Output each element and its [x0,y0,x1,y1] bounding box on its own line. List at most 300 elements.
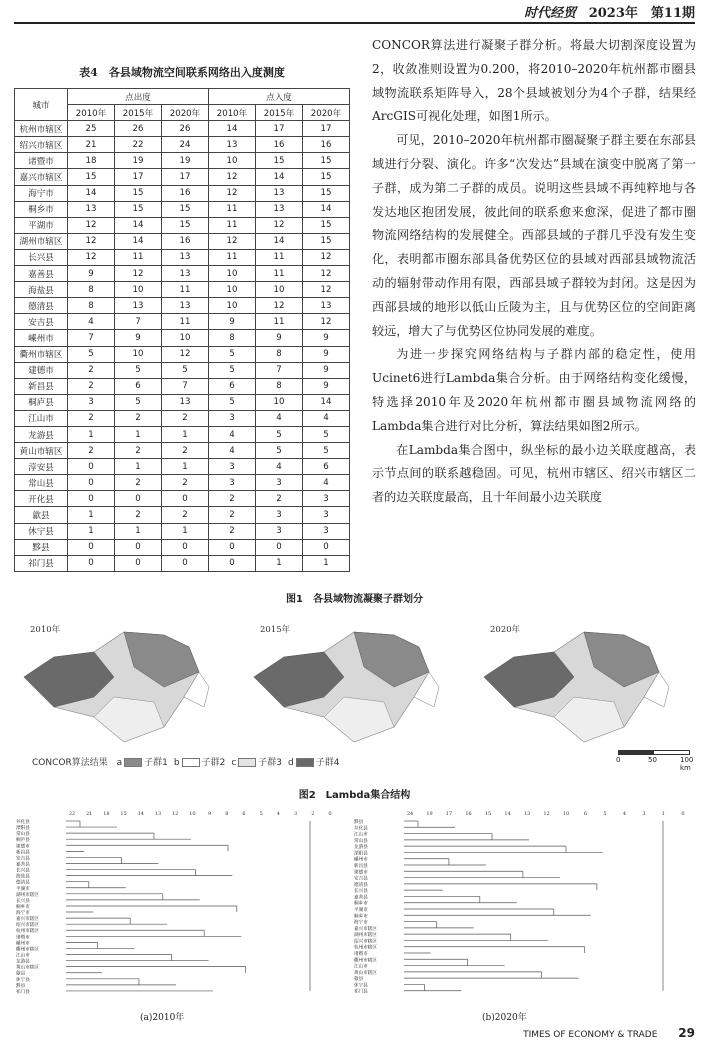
node-label: 常山县 [354,838,368,844]
table-row [15,201,350,217]
header-rule [14,22,695,24]
panel-a-label: (a)2010年 [140,1013,185,1023]
city-cell: 淳安县 [15,459,68,475]
value-cell: 4 [209,443,256,459]
node-label: 溧阳县 [16,826,30,832]
value-cell: 13 [256,185,303,201]
value-cell: 2 [162,443,209,459]
legend-swatch [296,758,314,767]
value-cell: 8 [209,330,256,346]
node-label: 嘉兴市辖区 [354,926,377,932]
value-cell: 8 [68,298,115,314]
table-row [15,346,350,362]
value-cell: 15 [162,217,209,233]
axis-tick-label: 10 [562,811,570,817]
node-label: 安吉县 [354,876,368,882]
value-cell: 14 [68,185,115,201]
value-cell: 9 [68,266,115,282]
value-cell: 3 [303,507,350,523]
value-cell: 11 [209,217,256,233]
page-number: 29 [678,1026,695,1040]
node-label: 新昌县 [16,850,30,856]
value-cell: 10 [115,346,162,362]
table-row [15,507,350,523]
value-cell: 15 [256,153,303,169]
value-cell: 15 [303,185,350,201]
value-cell: 9 [303,378,350,394]
value-cell: 1 [256,555,303,571]
table-row [15,137,350,153]
figure1-legend [32,755,339,768]
value-cell: 26 [162,121,209,137]
table-row [15,249,350,265]
value-cell: 19 [162,153,209,169]
node-label: 桐乡市 [16,904,30,910]
value-cell: 1 [115,523,162,539]
paragraph: CONCOR算法进行凝聚子群分析。将最大切割深度设置为2，收敛准则设置为0.200，将2010–2020年杭州都市圈县域物流联系矩阵导入，28个县域被划分为4个子群，结果经ArcGIS可视化处理，如图1所示。 [372,38,696,124]
value-cell: 12 [209,169,256,185]
table-row [15,475,350,491]
node-label: 衢州市辖区 [16,947,39,953]
node-label: 江山市 [354,964,368,970]
city-cell: 诸暨市 [15,153,68,169]
value-cell: 2 [68,443,115,459]
value-cell: 13 [115,298,162,314]
value-cell: 0 [162,491,209,507]
node-label: 新昌县 [354,864,368,869]
axis-tick-label: 19 [426,811,433,817]
value-cell: 5 [209,346,256,362]
city-cell: 黄山市辖区 [15,443,68,459]
value-cell: 3 [256,475,303,491]
city-cell: 桐乡市 [15,201,68,217]
node-label: 嘉善县 [16,862,30,868]
axis-tick-label: 3 [642,811,646,817]
value-cell: 4 [68,314,115,330]
table-row [15,362,350,378]
city-cell: 德清县 [15,298,68,314]
value-cell: 10 [256,394,303,410]
value-cell: 13 [256,201,303,217]
value-cell: 13 [303,298,350,314]
value-cell: 12 [68,249,115,265]
scale-tick: 0 [616,756,621,764]
value-cell: 8 [256,378,303,394]
value-cell: 0 [256,539,303,555]
value-cell: 2 [256,491,303,507]
value-cell: 4 [256,459,303,475]
value-cell: 0 [68,459,115,475]
node-label: 江山市 [354,832,368,838]
value-cell: 3 [68,394,115,410]
value-cell: 5 [68,346,115,362]
value-cell: 3 [209,459,256,475]
city-cell: 海盐县 [15,282,68,298]
node-label: 祁门县 [354,989,368,995]
table-row [15,233,350,249]
node-label: 嵊州市 [16,941,30,947]
table-row [15,298,350,314]
value-cell: 0 [209,555,256,571]
city-cell: 常山县 [15,475,68,491]
legend-key: b [173,758,180,768]
table-row [15,555,350,571]
axis-tick-label: 22 [68,811,76,817]
table-row [15,217,350,233]
value-cell: 0 [68,555,115,571]
legend-label: 子群3 [258,758,282,768]
legend-label: 子群4 [315,758,340,768]
value-cell: 0 [209,539,256,555]
table-row [15,539,350,555]
node-label: 溧阳县 [354,851,368,857]
city-cell: 杭州市辖区 [15,121,68,137]
value-cell: 24 [162,137,209,153]
map-panel-label: 2020年 [490,625,521,635]
value-cell: 7 [162,378,209,394]
value-cell: 10 [256,282,303,298]
value-cell: 0 [115,491,162,507]
value-cell: 12 [115,266,162,282]
value-cell: 3 [256,523,303,539]
county-map [24,632,209,742]
city-cell: 嘉兴市辖区 [15,169,68,185]
value-cell: 0 [68,475,115,491]
axis-tick-label: 18 [103,811,110,817]
table-row [15,459,350,475]
body-text-block [372,34,696,510]
value-cell: 5 [209,362,256,378]
node-label: 绍兴市辖区 [16,923,39,929]
value-cell: 5 [303,426,350,442]
value-cell: 17 [256,121,303,137]
axis-tick-label: 14 [137,811,144,817]
value-cell: 13 [162,266,209,282]
node-label: 井化县 [16,820,30,825]
city-cell: 平湖市 [15,217,68,233]
value-cell: 9 [303,330,350,346]
axis-tick-label: 13 [523,811,531,817]
node-label: 龙游县 [16,959,30,965]
value-cell: 9 [115,330,162,346]
in-degree-header: 点入度 [209,89,350,105]
footer-journal: TIMES OF ECONOMY & TRADE [523,1030,658,1040]
city-cell: 长兴县 [15,249,68,265]
value-cell: 13 [209,137,256,153]
node-label: 嵊州市 [354,857,368,863]
paragraph: 为进一步探究网络结构与子群内部的稳定性，使用Ucinet6进行Lambda集合分析。由于网络结构变化缓慢，特选择2010年及2020年杭州都市圈县域物流网络的Lambda集合进行对比分析，算法结果如图2所示。 [372,347,696,433]
city-cell: 祁门县 [15,555,68,571]
scale-bar [616,750,694,772]
value-cell: 2 [68,410,115,426]
table-row [15,443,350,459]
value-cell: 0 [303,539,350,555]
legend-swatch [182,758,200,767]
value-cell: 3 [303,491,350,507]
city-cell: 绍兴市辖区 [15,137,68,153]
node-label: 安吉县 [16,856,30,862]
value-cell: 12 [209,185,256,201]
value-cell: 0 [115,539,162,555]
node-label: 黄山市辖区 [16,965,39,971]
city-cell: 嘉善县 [15,266,68,282]
city-cell: 新昌县 [15,378,68,394]
city-cell: 衢州市辖区 [15,346,68,362]
axis-tick-label: 12 [543,811,550,817]
year-header: 2020年 [303,105,350,121]
axis-tick-label: 2 [311,811,315,817]
value-cell: 17 [303,121,350,137]
value-cell: 21 [68,137,115,153]
value-cell: 10 [115,282,162,298]
value-cell: 16 [256,137,303,153]
node-label: 绍兴市辖区 [354,939,377,945]
node-label: 休宁县 [354,983,368,989]
value-cell: 10 [209,282,256,298]
value-cell: 14 [303,394,350,410]
value-cell: 4 [303,475,350,491]
value-cell: 12 [256,217,303,233]
node-label: 长兴县 [16,898,30,904]
value-cell: 7 [256,362,303,378]
node-label: 衢州市辖区 [354,958,377,964]
value-cell: 12 [68,217,115,233]
axis-tick-label: 15 [120,811,127,817]
node-label: 歙县 [16,971,26,977]
value-cell: 15 [303,169,350,185]
value-cell: 12 [68,233,115,249]
axis-tick-label: 0 [328,811,332,817]
value-cell: 11 [209,201,256,217]
journal-name: 时代经贸 [524,6,577,21]
city-cell: 嵊州市 [15,330,68,346]
value-cell: 2 [115,443,162,459]
value-cell: 5 [303,443,350,459]
node-label: 海盐县 [16,874,30,880]
value-cell: 15 [303,153,350,169]
value-cell: 14 [256,169,303,185]
value-cell: 14 [115,217,162,233]
axis-tick-label: 8 [225,811,229,817]
table-row [15,314,350,330]
value-cell: 14 [303,201,350,217]
page-footer [523,1026,695,1040]
value-cell: 1 [68,426,115,442]
legend-swatch [124,758,142,767]
value-cell: 16 [162,185,209,201]
node-label: 黄山市辖区 [354,970,377,976]
value-cell: 12 [303,314,350,330]
node-label: 德清县 [354,882,368,888]
axis-tick-label: 4 [276,811,280,817]
value-cell: 5 [256,443,303,459]
table-row [15,282,350,298]
value-cell: 2 [68,378,115,394]
value-cell: 9 [303,346,350,362]
value-cell: 6 [115,378,162,394]
node-label: 桐乡市 [354,914,368,920]
axis-tick-label: 6 [242,811,246,817]
value-cell: 12 [256,298,303,314]
city-cell: 黟县 [15,539,68,555]
table-row [15,426,350,442]
value-cell: 0 [162,555,209,571]
node-label: 平湖市 [16,886,30,892]
year-header: 2020年 [162,105,209,121]
lambda-dendrogram-2020 [352,807,697,1011]
value-cell: 1 [162,426,209,442]
value-cell: 4 [256,410,303,426]
value-cell: 13 [68,201,115,217]
value-cell: 0 [162,539,209,555]
value-cell: 13 [162,249,209,265]
year-header: 2015年 [256,105,303,121]
value-cell: 11 [256,314,303,330]
value-cell: 3 [209,475,256,491]
node-label: 湖州市辖区 [354,933,377,939]
node-label: 建德市 [354,870,368,876]
value-cell: 15 [115,185,162,201]
value-cell: 14 [256,233,303,249]
year-header: 2010年 [68,105,115,121]
figure1-map-svg [14,617,695,757]
table-row [15,153,350,169]
table-row [15,266,350,282]
city-cell: 休宁县 [15,523,68,539]
value-cell: 1 [68,507,115,523]
value-cell: 16 [162,233,209,249]
out-degree-header: 点出度 [68,89,209,105]
legend-key: a [116,758,123,768]
value-cell: 15 [162,201,209,217]
value-cell: 10 [162,330,209,346]
city-cell: 海宁市 [15,185,68,201]
scale-tick: 100 km [680,756,694,772]
axis-tick-label: 24 [406,811,414,817]
value-cell: 12 [303,266,350,282]
axis-tick-label: 0 [681,811,685,817]
table-row [15,491,350,507]
value-cell: 2 [115,475,162,491]
node-label: 建德市 [16,844,30,850]
value-cell: 25 [68,121,115,137]
value-cell: 0 [115,555,162,571]
axis-tick-label: 10 [189,811,196,817]
city-cell: 安吉县 [15,314,68,330]
figure1-caption: 图1 各县域物流凝聚子群划分 [286,594,423,605]
year-header: 2010年 [209,105,256,121]
value-cell: 11 [162,282,209,298]
value-cell: 1 [162,459,209,475]
value-cell: 1 [303,555,350,571]
value-cell: 16 [303,137,350,153]
table-row [15,169,350,185]
map-panel-label: 2015年 [260,625,291,635]
axis-tick-label: 5 [603,811,607,817]
value-cell: 5 [256,426,303,442]
legend-item [174,758,225,768]
axis-tick-label: 16 [465,811,472,817]
node-label: 嘉善县 [354,895,368,901]
value-cell: 6 [303,459,350,475]
node-label: 桐庐县 [16,838,30,844]
value-cell: 26 [115,121,162,137]
table-row [15,121,350,137]
value-cell: 9 [209,314,256,330]
node-label: 湖州市辖区 [16,892,39,898]
node-label: 长兴县 [16,868,30,874]
node-label: 桐乡市 [354,901,368,907]
value-cell: 11 [115,249,162,265]
value-cell: 5 [209,394,256,410]
legend-item [231,758,282,768]
node-label: 嘉兴市辖区 [16,917,39,923]
value-cell: 15 [303,233,350,249]
legend-label: 子群2 [201,758,226,768]
value-cell: 0 [68,491,115,507]
value-cell: 15 [115,201,162,217]
paragraph: 可见，2010–2020年杭州都市圈凝聚子群主要在东部县域进行分裂、演化。许多“次发达”县域在演变中脱离了第一子群，成为第二子群的成员。说明这些县域不再纯粹地与各发达地区抱团发展，彼此间的联系愈来愈深，促进了都市圈物流网络结构的发展健全。西部县域的子群几乎没有发生变化，表明都市圈东部具备优势区位的县域对西部县域物流活动的辐射带动作用有限，西部县域子群较为封闭。这是因为西部县域的地形以低山丘陵为主，且与优势区位的空间距离较远，增大了与优势区位协同发展的难度。 [372,133,696,338]
value-cell: 5 [115,362,162,378]
value-cell: 11 [209,249,256,265]
node-label: 常山县 [16,832,30,838]
value-cell: 2 [115,410,162,426]
value-cell: 2 [209,523,256,539]
value-cell: 17 [162,169,209,185]
legend-item [117,758,168,768]
node-label: 黟县 [354,820,364,825]
value-cell: 5 [115,394,162,410]
table-row [15,378,350,394]
page-header [524,2,695,21]
figure1-maps [14,617,695,772]
node-label: 长兴县 [354,889,368,895]
city-cell: 建德市 [15,362,68,378]
legend-item [288,758,339,768]
county-map [484,632,669,742]
axis-tick-label: 17 [445,811,453,817]
node-label: 歙县 [354,977,364,983]
axis-tick-label: 12 [172,811,179,817]
value-cell: 11 [256,266,303,282]
table-row [15,394,350,410]
value-cell: 2 [162,507,209,523]
table-row [15,523,350,539]
node-label: 井化县 [354,826,368,832]
value-cell: 8 [68,282,115,298]
value-cell: 10 [209,153,256,169]
value-cell: 7 [115,314,162,330]
city-cell: 湖州市辖区 [15,233,68,249]
axis-tick-label: 13 [154,811,162,817]
value-cell: 4 [209,426,256,442]
map-panel-label: 2010年 [30,625,61,635]
value-cell: 12 [162,346,209,362]
axis-tick-label: 1 [661,811,666,817]
value-cell: 12 [303,249,350,265]
node-label: 德清县 [16,880,30,886]
scale-tick: 50 [648,756,657,764]
value-cell: 15 [303,217,350,233]
panel-b-label: (b)2020年 [482,1013,527,1023]
county-map [254,632,439,742]
value-cell: 9 [256,330,303,346]
legend-prefix: CONCOR算法结果 [32,758,108,768]
value-cell: 11 [162,314,209,330]
value-cell: 2 [162,410,209,426]
value-cell: 2 [209,491,256,507]
city-cell: 桐庐县 [15,394,68,410]
